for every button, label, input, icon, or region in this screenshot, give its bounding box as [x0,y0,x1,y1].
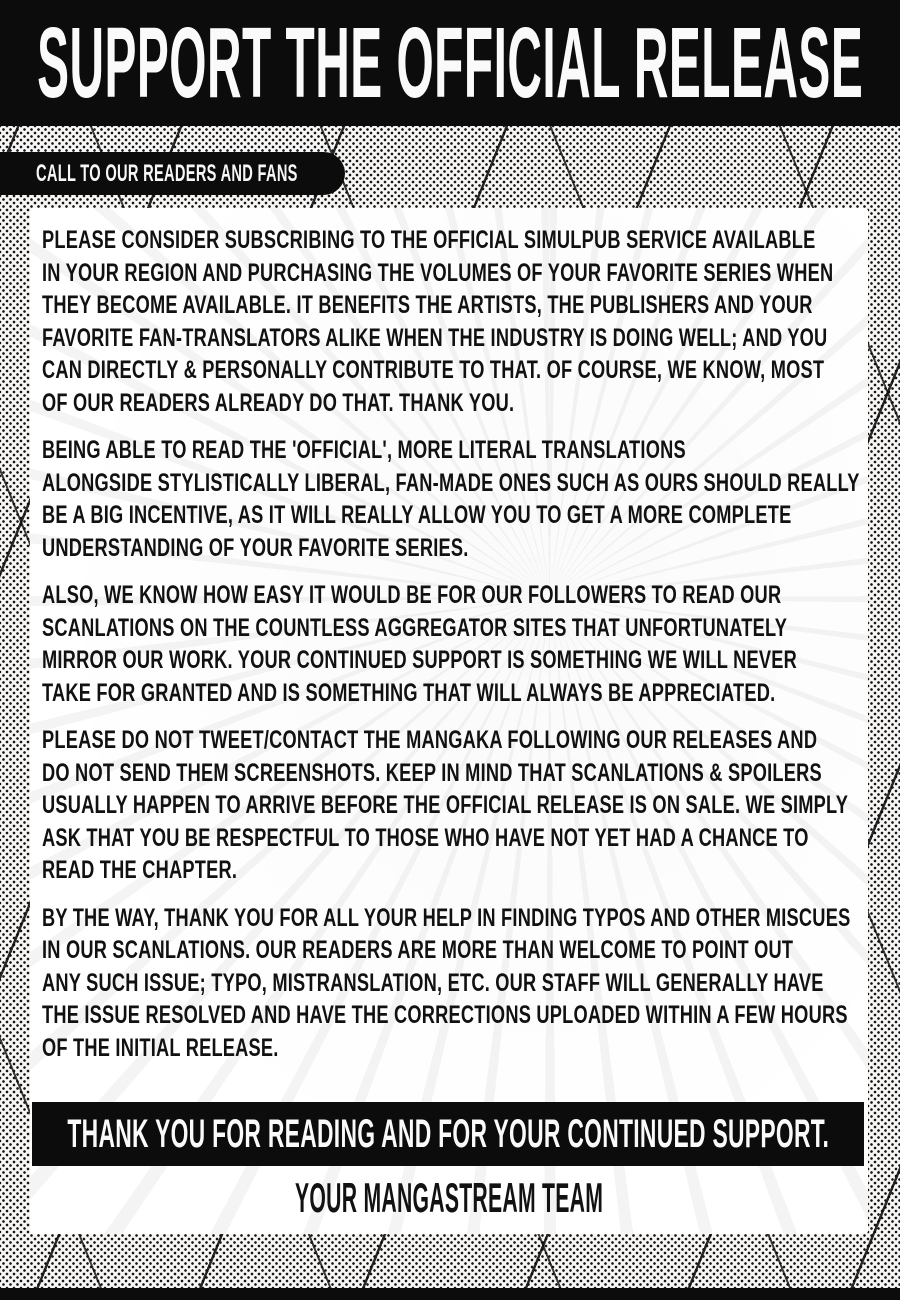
text-line: IN OUR SCANLATIONS. OUR READERS ARE MORE THAN WELCOME TO POINT OUT [42,936,794,964]
text-line: OF THE INITIAL RELEASE. [42,1033,279,1062]
text-line: UNDERSTANDING OF YOUR FAVORITE SERIES. [42,533,469,562]
paragraph [42,579,797,709]
text-line: CAN DIRECTLY & PERSONALLY CONTRIBUTE TO THAT. OF COURSE, WE KNOW, MOST [42,356,825,384]
text-line: THE ISSUE RESOLVED AND HAVE THE CORRECTIONS UPLOADED WITHIN A FEW HOURS [42,1001,848,1029]
paragraph [42,224,834,419]
text-line: ALONGSIDE STYLISTICALLY LIBERAL, FAN-MADE ONES SUCH AS OURS SHOULD REALLY [42,468,860,497]
paragraph [42,434,860,564]
text-line: ALSO, WE KNOW HOW EASY IT WOULD BE FOR OUR FOLLOWERS TO READ OUR [42,581,782,609]
text-line: ASK THAT YOU BE RESPECTFUL TO THOSE WHO HAVE NOT YET HAD A CHANCE TO [42,823,809,852]
text-line: IN YOUR REGION AND PURCHASING THE VOLUMES OF YOUR FAVORITE SERIES WHEN [42,258,834,287]
text-line: TAKE FOR GRANTED AND IS SOMETHING THAT WILL ALWAYS BE APPRECIATED. [42,678,776,707]
text-line: MIRROR OUR WORK. YOUR CONTINUED SUPPORT IS SOMETHING WE WILL NEVER [42,646,797,674]
text-line: ANY SUCH ISSUE; TYPO, MISTRANSLATION, ETC. OUR STAFF WILL GENERALLY HAVE [42,968,824,997]
bottom-bar [0,1288,900,1300]
text-line: OF OUR READERS ALREADY DO THAT. THANK YOU. [42,388,515,417]
text-line: USUALLY HAPPEN TO ARRIVE BEFORE THE OFFICIAL RELEASE IS ON SALE. WE SIMPLY [42,791,849,819]
text-line: THEY BECOME AVAILABLE. IT BENEFITS THE ARTISTS, THE PUBLISHERS AND YOUR [42,291,813,319]
header-band [0,0,900,126]
text-line: SCANLATIONS ON THE COUNTLESS AGGREGATOR SITES THAT UNFORTUNATELY [42,613,788,642]
body-paragraphs [42,224,860,1064]
text-line: FAVORITE FAN-TRANSLATORS ALIKE WHEN THE INDUSTRY IS DOING WELL; AND YOU [42,323,828,352]
text-line: BEING ABLE TO READ THE 'OFFICIAL', MORE LITERAL TRANSLATIONS [42,436,686,464]
readers-badge [0,152,345,195]
team-signature: YOUR MANGASTREAM TEAM [294,1174,604,1221]
text-line: PLEASE CONSIDER SUBSCRIBING TO THE OFFICIAL SIMULPUB SERVICE AVAILABLE [42,226,816,254]
team-signature-row [30,1176,868,1220]
text-line: BY THE WAY, THANK YOU FOR ALL YOUR HELP IN FINDING TYPOS AND OTHER MISCUES [42,903,851,932]
text-line: BE A BIG INCENTIVE, AS IT WILL REALLY ALLOW YOU TO GET A MORE COMPLETE [42,501,792,529]
text-line: PLEASE DO NOT TWEET/CONTACT THE MANGAKA FOLLOWING OUR RELEASES AND [42,726,818,754]
paragraph [42,724,849,887]
text-line: READ THE CHAPTER. [42,856,238,884]
footer-thanks-text: THANK YOU FOR READING AND FOR YOUR CONTINUED SUPPORT. [67,1112,829,1156]
footer-thanks-band [32,1102,864,1166]
page-title: SUPPORT THE OFFICIAL RELEASE [36,7,864,119]
text-line: DO NOT SEND THEM SCREENSHOTS. KEEP IN MIND THAT SCANLATIONS & SPOILERS [42,758,822,787]
paragraph [42,902,851,1065]
badge-label: CALL TO OUR READERS AND FANS [36,159,298,187]
